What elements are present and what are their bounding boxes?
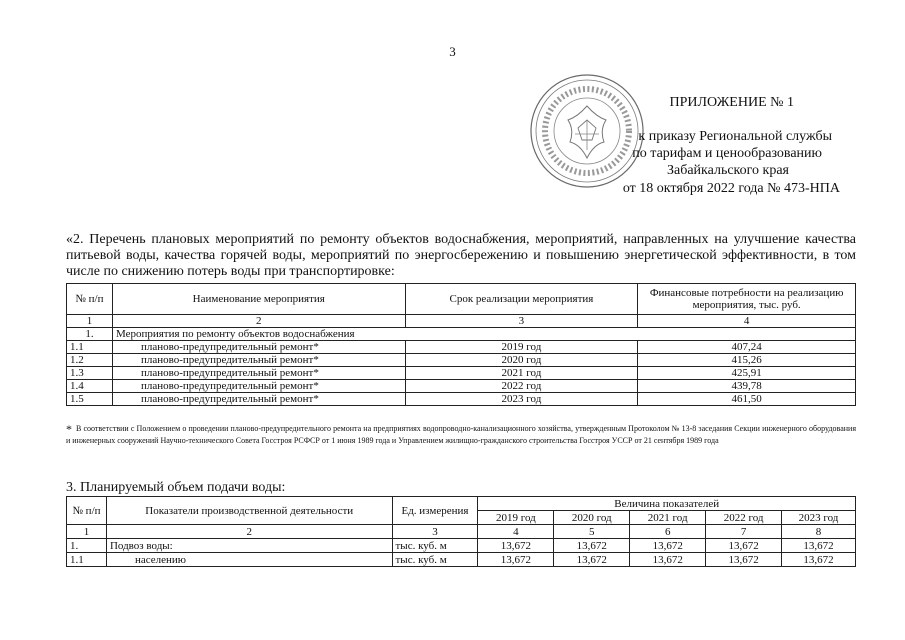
row-num: 1.1 bbox=[67, 553, 107, 567]
appendix-line-1: к приказу Региональной службы bbox=[638, 129, 832, 144]
row-cost: 461,50 bbox=[638, 393, 856, 406]
footnote-star: * bbox=[66, 422, 72, 436]
col-number: 2 bbox=[106, 525, 392, 539]
row-value: 13,672 bbox=[706, 553, 782, 567]
header-values: Величина показателей bbox=[478, 497, 856, 511]
header-year: 2019 год bbox=[478, 511, 554, 525]
row-indicator: населению bbox=[106, 553, 392, 567]
appendix-line-2: по тарифам и ценообразованию bbox=[632, 146, 822, 161]
table-row bbox=[67, 553, 856, 567]
footnote bbox=[66, 423, 856, 447]
row-unit: тыс. куб. м bbox=[392, 553, 478, 567]
appendix-title: ПРИЛОЖЕНИЕ № 1 bbox=[669, 95, 794, 110]
page-number: 3 bbox=[449, 44, 456, 59]
row-value: 13,672 bbox=[782, 553, 856, 567]
table-row bbox=[67, 380, 856, 393]
header-year: 2023 год bbox=[782, 511, 856, 525]
column-number-row bbox=[67, 525, 856, 539]
row-num: 1.4 bbox=[67, 380, 113, 393]
row-value: 13,672 bbox=[554, 539, 630, 553]
row-name: планово-предупредительный ремонт* bbox=[112, 367, 405, 380]
row-value: 13,672 bbox=[782, 539, 856, 553]
footnote-text: В соответствии с Положением о проведении планово-предупредительного ремонта на предприятиях водопроводно-канализационного хозяйства, утвержденным Протоколом № 13-8 заседания Секции инженерного оборудования и инженерных сооружений Научно-технического Совета Госстроя РСФСР от 1 июня 1989 года и Управлением жилищно-гражданского строительства Госстроя УССР от 21 сентября 1989 года bbox=[66, 424, 856, 445]
row-indicator: Подвоз воды: bbox=[106, 539, 392, 553]
row-year: 2021 год bbox=[405, 367, 638, 380]
repair-measures-table bbox=[66, 283, 856, 406]
row-num: 1.5 bbox=[67, 393, 113, 406]
col-number: 8 bbox=[782, 525, 856, 539]
section2-intro: «2. Перечень плановых мероприятий по ремонту объектов водоснабжения, мероприятий, направленных на улучшение качества питьевой воды, качества горячей воды, мероприятий по энергосбережению и повышению энергетической эффективности, в том числе по снижению потерь воды при транспортировке: bbox=[66, 232, 856, 279]
row-year: 2022 год bbox=[405, 380, 638, 393]
header-year: 2020 год bbox=[554, 511, 630, 525]
row-year: 2019 год bbox=[405, 341, 638, 354]
table-row bbox=[67, 539, 856, 553]
water-supply-volume-table bbox=[66, 496, 856, 567]
table-row bbox=[67, 354, 856, 367]
col-number: 5 bbox=[554, 525, 630, 539]
table-row bbox=[67, 341, 856, 354]
header-finance: Финансовые потребности на реализацию мероприятия, тыс. руб. bbox=[638, 284, 856, 315]
col-number: 3 bbox=[392, 525, 478, 539]
row-name: планово-предупредительный ремонт* bbox=[112, 354, 405, 367]
col-number: 6 bbox=[630, 525, 706, 539]
official-seal-stamp bbox=[528, 72, 646, 190]
row-cost: 425,91 bbox=[638, 367, 856, 380]
row-cost: 439,78 bbox=[638, 380, 856, 393]
row-value: 13,672 bbox=[478, 553, 554, 567]
header-year: 2021 год bbox=[630, 511, 706, 525]
row-name: планово-предупредительный ремонт* bbox=[112, 341, 405, 354]
row-year: 2020 год bbox=[405, 354, 638, 367]
appendix-line-3: Забайкальского края bbox=[666, 163, 789, 178]
col-number: 3 bbox=[405, 315, 638, 328]
row-cost: 407,24 bbox=[638, 341, 856, 354]
row-num: 1. bbox=[67, 539, 107, 553]
table-header-row bbox=[67, 284, 856, 315]
col-number: 4 bbox=[478, 525, 554, 539]
table-row bbox=[67, 393, 856, 406]
col-number: 2 bbox=[112, 315, 405, 328]
header-year: 2022 год bbox=[706, 511, 782, 525]
row-unit: тыс. куб. м bbox=[392, 539, 478, 553]
row-name: планово-предупредительный ремонт* bbox=[112, 393, 405, 406]
col-number: 7 bbox=[706, 525, 782, 539]
appendix-line-4: от 18 октября 2022 года № 473-НПА bbox=[622, 181, 840, 196]
col-number: 1 bbox=[67, 525, 107, 539]
row-num: 1.3 bbox=[67, 367, 113, 380]
row-value: 13,672 bbox=[706, 539, 782, 553]
row-name: планово-предупредительный ремонт* bbox=[112, 380, 405, 393]
header-measure-name: Наименование мероприятия bbox=[112, 284, 405, 315]
table-header-row bbox=[67, 497, 856, 511]
row-cost: 415,26 bbox=[638, 354, 856, 367]
header-num: № п/п bbox=[67, 284, 113, 315]
row-year: 2023 год bbox=[405, 393, 638, 406]
section-num: 1. bbox=[67, 328, 113, 341]
row-num: 1.2 bbox=[67, 354, 113, 367]
section-name: Мероприятия по ремонту объектов водоснабжения bbox=[112, 328, 855, 341]
col-number: 1 bbox=[67, 315, 113, 328]
row-num: 1.1 bbox=[67, 341, 113, 354]
col-number: 4 bbox=[638, 315, 856, 328]
column-number-row bbox=[67, 315, 856, 328]
row-value: 13,672 bbox=[630, 539, 706, 553]
header-indicator: Показатели производственной деятельности bbox=[106, 497, 392, 525]
section3-title: 3. Планируемый объем подачи воды: bbox=[66, 480, 286, 495]
header-num: № п/п bbox=[67, 497, 107, 525]
row-value: 13,672 bbox=[554, 553, 630, 567]
section-row bbox=[67, 328, 856, 341]
row-value: 13,672 bbox=[630, 553, 706, 567]
row-value: 13,672 bbox=[478, 539, 554, 553]
header-unit: Ед. измерения bbox=[392, 497, 478, 525]
table-row bbox=[67, 367, 856, 380]
header-term: Срок реализации мероприятия bbox=[405, 284, 638, 315]
